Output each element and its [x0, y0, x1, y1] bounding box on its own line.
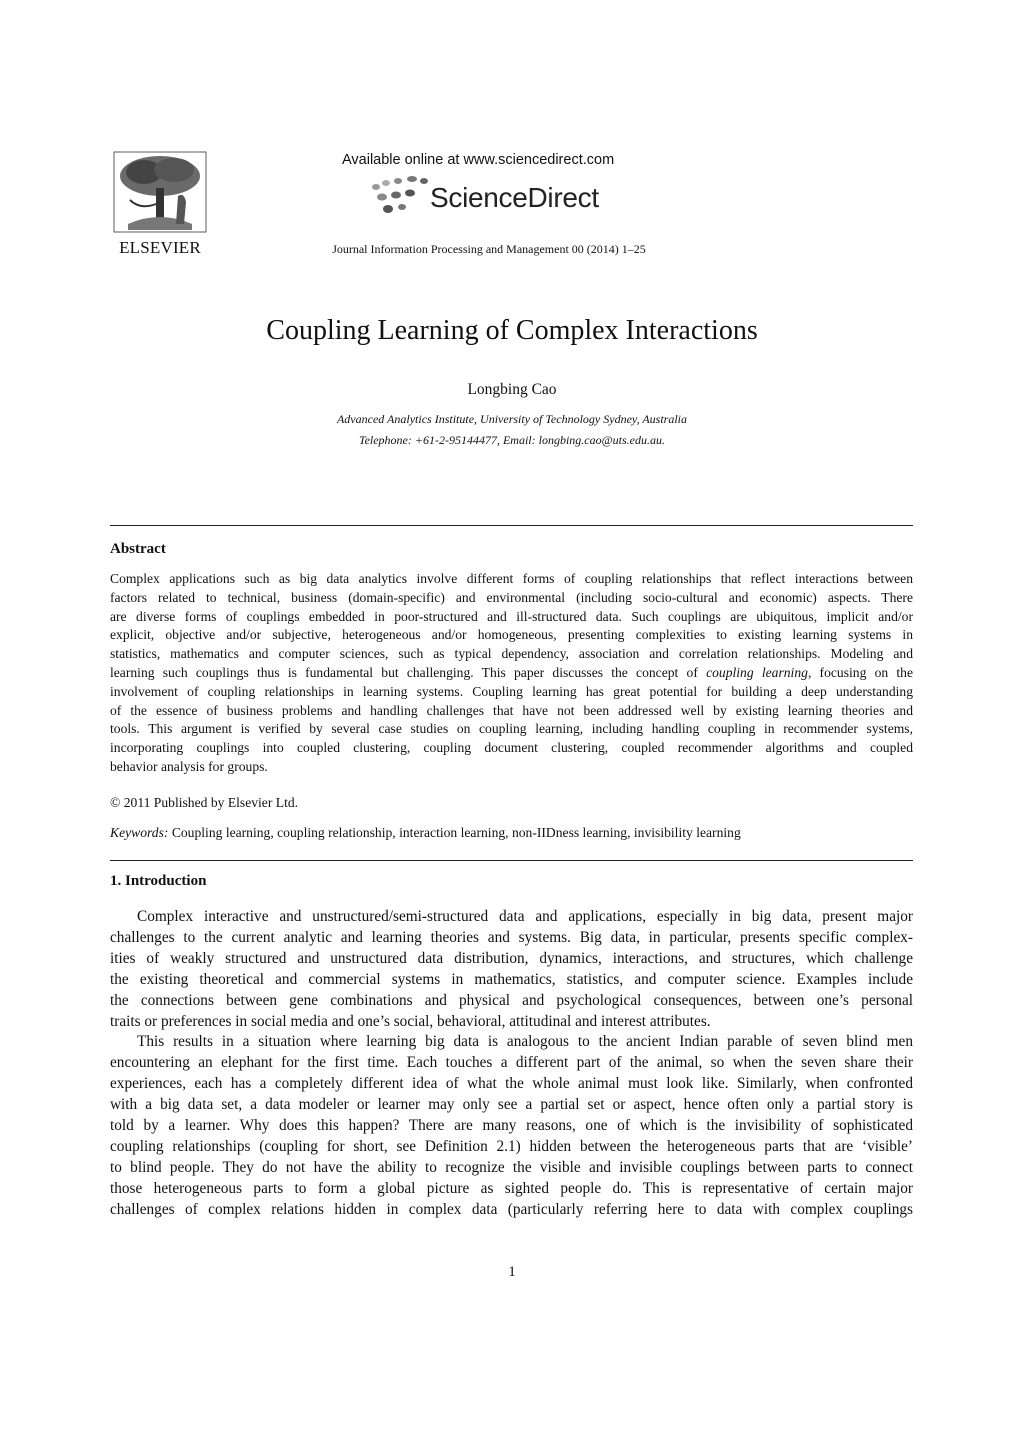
- sciencedirect-dots-icon: [368, 175, 430, 219]
- abstract-line: are diverse forms of couplings embedded in poor-structured and ill-structured data. Such couplings are ubiquitous, implicit and/or: [110, 608, 913, 624]
- available-online-text: Available online at www.sciencedirect.com: [342, 152, 615, 168]
- paragraph-line: the existing theoretical and commercial systems in mathematics, statistics, and computer science. Examples include: [110, 970, 913, 988]
- author-contact: Telephone: +61-2-95144477, Email: longbing.cao@uts.edu.au.: [359, 433, 665, 447]
- paragraph-line: encountering an elephant for the first time. Each touches a different part of the animal, so when the seven share their: [110, 1054, 913, 1072]
- keywords-list: Coupling learning, coupling relationship, interaction learning, non-IIDness learning, invisibility learning: [171, 825, 741, 840]
- paragraph-line: Complex interactive and unstructured/semi-structured data and applications, especially in big data, present major: [137, 908, 913, 925]
- top-rule: [110, 525, 913, 526]
- introduction-body: [110, 907, 913, 1221]
- paragraph-line: ities of weakly structured and unstructured data distribution, dynamics, interactions, and structures, which challenge: [110, 949, 913, 967]
- paragraph-line: This results in a situation where learning big data is analogous to the ancient Indian parable of seven blind men: [137, 1033, 913, 1051]
- copyright-notice: © 2011 Published by Elsevier Ltd.: [110, 795, 299, 810]
- section-rule: [110, 860, 913, 861]
- paper-title: Coupling Learning of Complex Interactions: [266, 315, 758, 346]
- paragraph-line: experiences, each has a completely different idea of what the whole animal must look like. Similarly, when confronted: [110, 1075, 913, 1093]
- keywords: [110, 825, 741, 841]
- publisher-name: ELSEVIER: [119, 238, 201, 257]
- keywords-label: Keywords:: [110, 825, 169, 840]
- abstract-line: involvement of coupling relationships in learning systems. Coupling learning has great potential for building a deep understanding: [110, 683, 913, 699]
- abstract-line: learning such couplings thus is fundamental but challenging. This paper discusses the concept of coupling learning, focusing on the: [110, 664, 913, 680]
- paragraph-line: with a big data set, a data modeler or learner may only see a partial set or aspect, hence often only a partial story is: [110, 1096, 913, 1114]
- paragraph-line: those heterogeneous parts to form a global picture as sighted people do. This is representative of certain major: [110, 1179, 913, 1197]
- abstract-line: statistics, mathematics and computer sciences, such as typical dependency, association and correlation relationships. Modeling and: [110, 646, 913, 662]
- paragraph-line: the connections between gene combinations and physical and psychological consequences, between one’s personal: [110, 991, 913, 1009]
- abstract-line: behavior analysis for groups.: [110, 758, 268, 774]
- author-name: Longbing Cao: [467, 381, 557, 398]
- abstract-line: factors related to technical, business (domain-specific) and environmental (including socio-cultural and economic) aspects. There: [110, 589, 913, 605]
- abstract-line: of the essence of business problems and handling challenges that have not been addressed well by existing learning theories and: [110, 702, 913, 718]
- paragraph-line: challenges to the current analytic and learning theories and systems. Big data, in particular, presents specific complex-: [110, 928, 913, 946]
- paragraph-line: challenges of complex relations hidden in complex data (particularly referring here to data with complex couplings: [110, 1200, 913, 1218]
- page-number: 1: [508, 1264, 516, 1280]
- abstract-heading: Abstract: [110, 541, 166, 557]
- sciencedirect-brand: ScienceDirect: [430, 182, 599, 213]
- abstract-text: [110, 570, 913, 777]
- abstract-line: incorporating couplings into coupled clustering, coupling document clustering, coupled recommender algorithms and coupled: [110, 740, 913, 756]
- elsevier-tree-icon: [108, 150, 212, 236]
- paragraph-line: told by a learner. Why does this happen? There are many reasons, one of which is the invisibility of sophisticated: [110, 1117, 913, 1135]
- paragraph-line: to blind people. They do not have the ability to recognize the visible and invisible couplings between parts to connect: [110, 1158, 913, 1176]
- abstract-line: tools. This argument is verified by several case studies on coupling learning, including handling coupling in recommender systems,: [110, 721, 913, 737]
- paragraph-line: traits or preferences in social media and one’s social, behavioral, attitudinal and interest attributes.: [110, 1012, 711, 1030]
- author-affiliation: Advanced Analytics Institute, University of Technology Sydney, Australia: [336, 412, 688, 426]
- section-heading-introduction: 1. Introduction: [110, 873, 207, 889]
- journal-line: Journal Information Processing and Management 00 (2014) 1–25: [332, 242, 646, 256]
- paragraph-line: coupling relationships (coupling for short, see Definition 2.1) hidden between the heterogeneous parts that are ‘visible’: [110, 1137, 913, 1155]
- abstract-line: explicit, objective and/or subjective, heterogeneous and/or homogeneous, presenting complexities to existing learning systems in: [110, 627, 913, 643]
- abstract-line: Complex applications such as big data analytics involve different forms of coupling relationships that reflect interactions between: [110, 571, 913, 586]
